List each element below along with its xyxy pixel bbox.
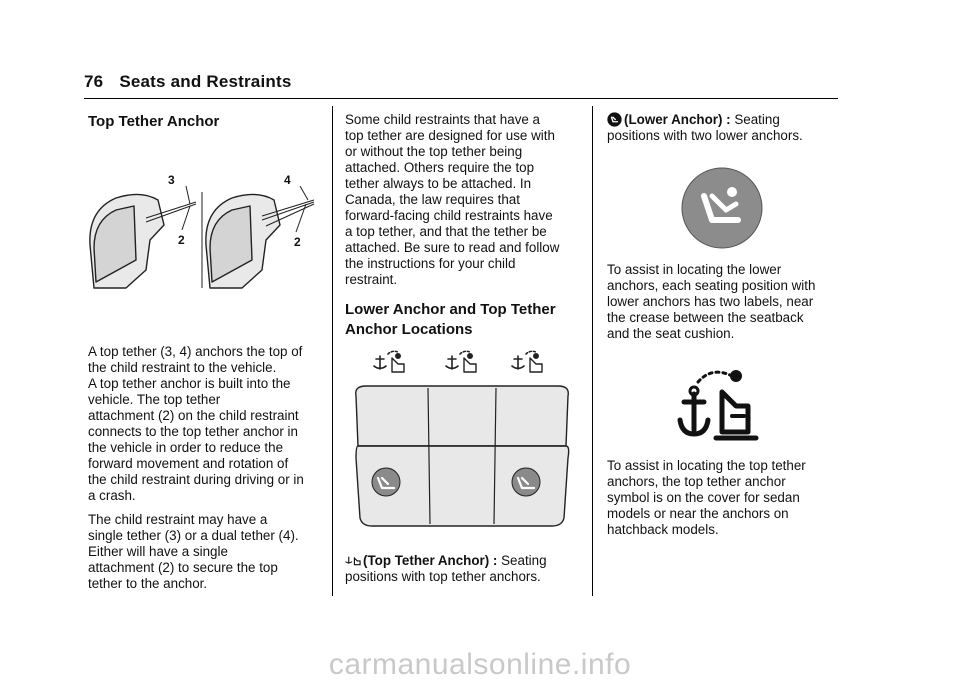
column-divider-2	[592, 106, 593, 596]
figure-label-3: 3	[168, 173, 175, 187]
page-number: 76	[84, 72, 104, 91]
child-seat-illustration	[86, 170, 326, 295]
top-tether-heading: Top Tether Anchor	[88, 113, 220, 130]
figure-label-4: 4	[284, 173, 291, 187]
left-column	[88, 112, 326, 132]
section-title: Seats and Restraints	[119, 72, 292, 91]
right-paragraph-1: To assist in locating the lower anchors, each seating position with lower anchors has two labels, near the crease between the seatback and the seat cushion.	[607, 262, 816, 341]
tether-symbol-right	[512, 351, 542, 372]
left-paragraph-3: The child restraint may have a single tether (3) or a dual tether (4). Either will have a single attachment (2) to secure the top tether to the anchor.	[88, 512, 299, 591]
anchor-locations-heading: Lower Anchor and Top Tether Anchor Locations	[345, 301, 556, 338]
rear-seat-back	[356, 386, 569, 446]
lower-anchor-definition: (Lower Anchor) : Seating positions with two lower anchors.	[607, 112, 803, 143]
top-tether-definition: (Top Tether Anchor) : Seating positions with top tether anchors.	[345, 553, 547, 584]
tether-anchor-icon	[345, 552, 361, 568]
left-column-text	[88, 344, 328, 600]
tether-symbol-left	[374, 351, 404, 372]
lower-anchor-symbol	[680, 166, 764, 250]
lower-anchor-icon	[607, 112, 622, 127]
right-paragraph-2: To assist in locating the top tether anchors, the top tether anchor symbol is on the cover for sedan models or near the anchors on hatchback models.	[607, 458, 806, 537]
left-paragraph-1: A top tether (3, 4) anchors the top of the child restraint to the vehicle. A top tether anchor is built into the vehicle. The top tether attachment (2) on the child restraint connects to the top tether anchor in the vehicle in order to reduce the forward movement and rotation of the child restraint during driving or in a crash.	[88, 344, 304, 503]
rear-seat-illustration	[350, 350, 574, 530]
figure-label-2a: 2	[178, 233, 185, 247]
header-rule	[84, 98, 838, 99]
figure-label-2b: 2	[294, 235, 301, 249]
middle-paragraph-1: Some child restraints that have a top tether are designed for use with or without the top tether being attached. Others require the top tether always to be attached. In Canada, the law requires that forward-facing child restraints have a top tether, and that the tether be attached. Be sure to read and follow the instructions for your child restraint.	[345, 112, 560, 287]
lower-anchor-badge-left	[372, 468, 400, 496]
top-tether-symbol	[676, 364, 766, 444]
page-header	[84, 72, 292, 92]
column-divider-1	[332, 106, 333, 596]
watermark: carmanualsonline.info	[328, 648, 632, 681]
tether-symbol-center	[446, 351, 476, 372]
middle-column	[345, 112, 585, 340]
lower-anchor-label: (Lower Anchor) :	[624, 112, 731, 127]
top-tether-label: (Top Tether Anchor) :	[363, 553, 498, 568]
lower-anchor-badge-right	[512, 468, 540, 496]
